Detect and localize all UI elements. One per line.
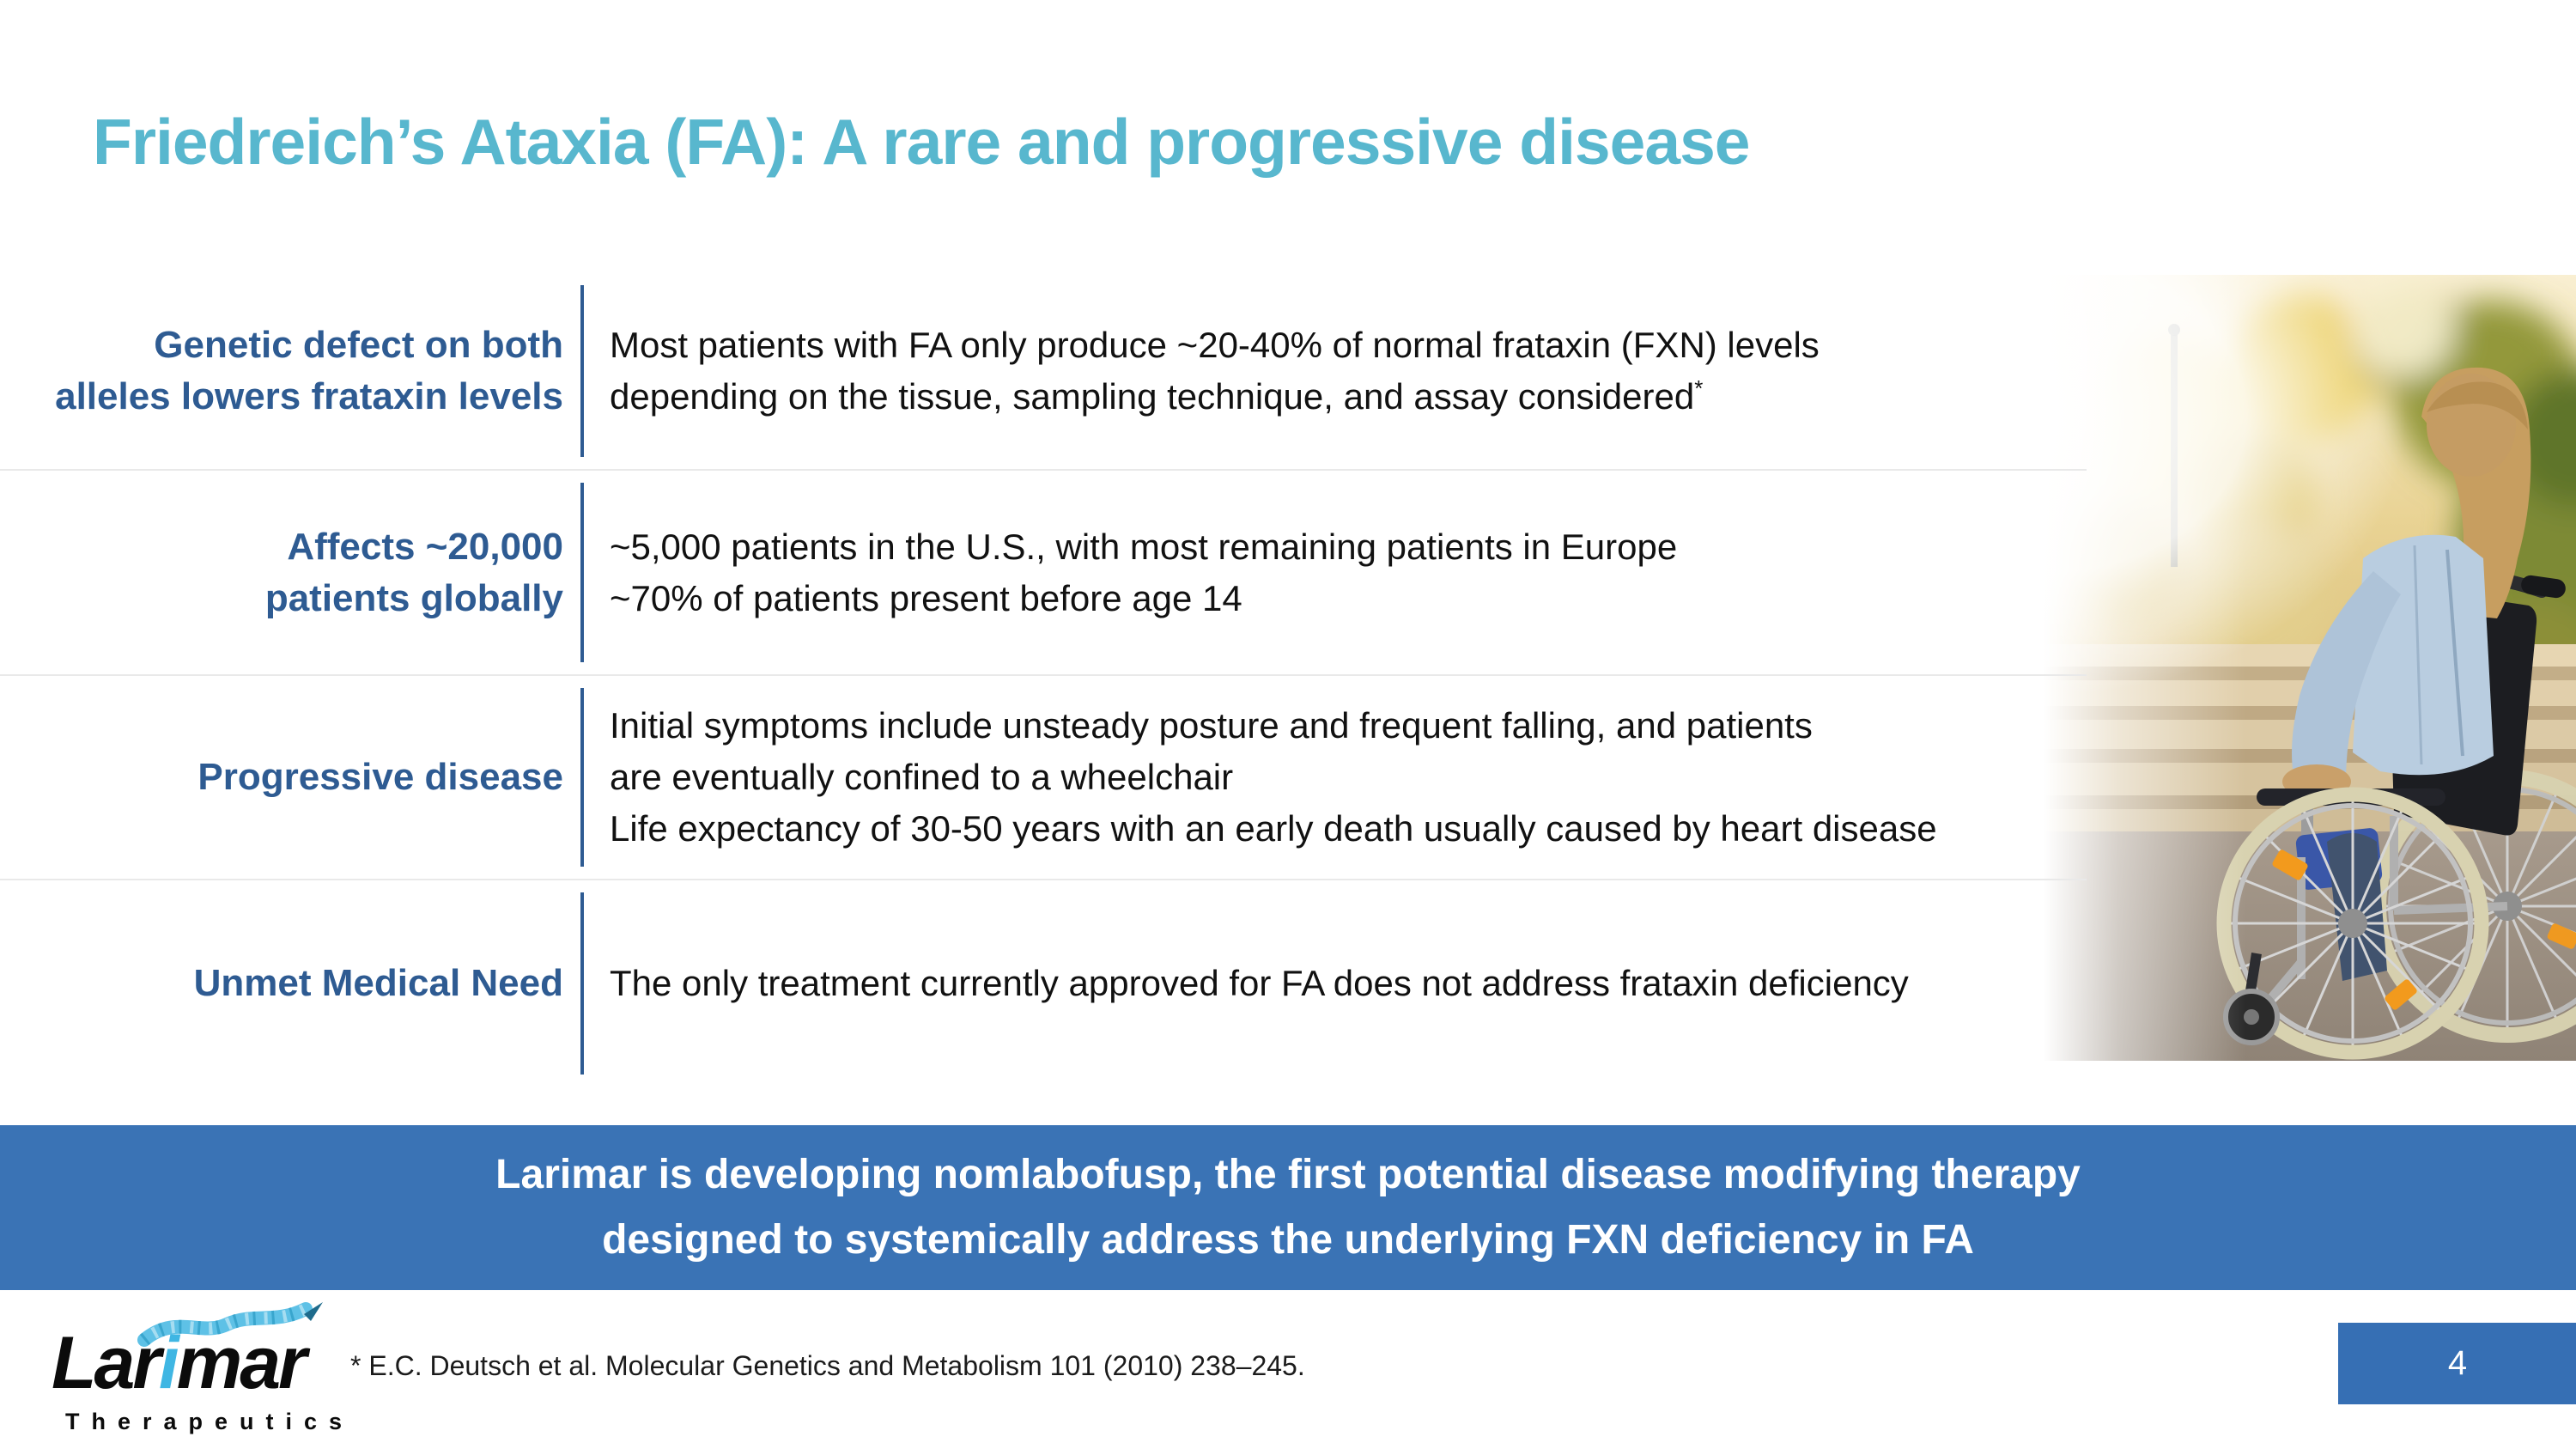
row-label-line: Unmet Medical Need [193, 962, 563, 1004]
content-line: are eventually confined to a wheelchair [610, 757, 1234, 797]
row-label-line: patients globally [264, 576, 563, 619]
row-label [0, 521, 580, 624]
content-line: ~70% of patients present before age 14 [610, 577, 1242, 618]
row-label-line: Genetic defect on both [154, 324, 563, 366]
row-label-line: alleles lowers frataxin levels [55, 375, 563, 417]
table-row [0, 674, 2087, 879]
content-line: Life expectancy of 30-50 years with an early death usually caused by heart disease [610, 808, 1937, 849]
page-number: 4 [2447, 1344, 2468, 1382]
logo-wordmark: Larimar [52, 1322, 305, 1404]
row-label-line: Progressive disease [197, 756, 563, 798]
row-content [584, 958, 2087, 1009]
logo-subtitle: Therapeutics [65, 1409, 355, 1434]
key-message-banner [0, 1125, 2576, 1290]
banner-line: designed to systemically address the underlying FXN deficiency in FA [602, 1217, 1974, 1263]
content-line: depending on the tissue, sampling technique, and assay considered* [610, 375, 1704, 417]
content-line: ~5,000 patients in the U.S., with most remaining patients in Europe [610, 526, 1678, 567]
reference-footnote: * E.C. Deutsch et al. Molecular Genetics and Metabolism 101 (2010) 238–245. [350, 1350, 1305, 1381]
banner-line: Larimar is developing nomlabofusp, the first potential disease modifying therapy [495, 1152, 2081, 1197]
page-number-badge [2338, 1323, 2576, 1404]
row-content [584, 320, 2087, 423]
content-line: The only treatment currently approved for FA does not address frataxin deficiency [610, 963, 1909, 1003]
content-line: Most patients with FA only produce ~20-40% of normal frataxin (FXN) levels [610, 325, 1820, 365]
wheelchair-photo [2044, 275, 2576, 1061]
row-content [584, 521, 2087, 624]
footnote-marker: * [1694, 375, 1704, 401]
wheelchair-photo-illustration [2044, 275, 2576, 1061]
row-label [0, 320, 580, 423]
row-label [0, 958, 580, 1009]
slide-title: Friedreich’s Ataxia (FA): A rare and progressive disease [93, 106, 1750, 178]
logo-blue-i: i [158, 1322, 177, 1404]
table-row [0, 879, 2087, 1087]
row-label-line: Affects ~20,000 [287, 525, 563, 568]
content-line: Initial symptoms include unsteady posture and frequent falling, and patients [610, 705, 1813, 746]
row-label [0, 752, 580, 803]
table-row [0, 273, 2087, 469]
table-row [0, 469, 2087, 674]
row-content [584, 700, 2087, 855]
fa-facts-table [0, 273, 2087, 1087]
larimar-logo [52, 1304, 355, 1434]
